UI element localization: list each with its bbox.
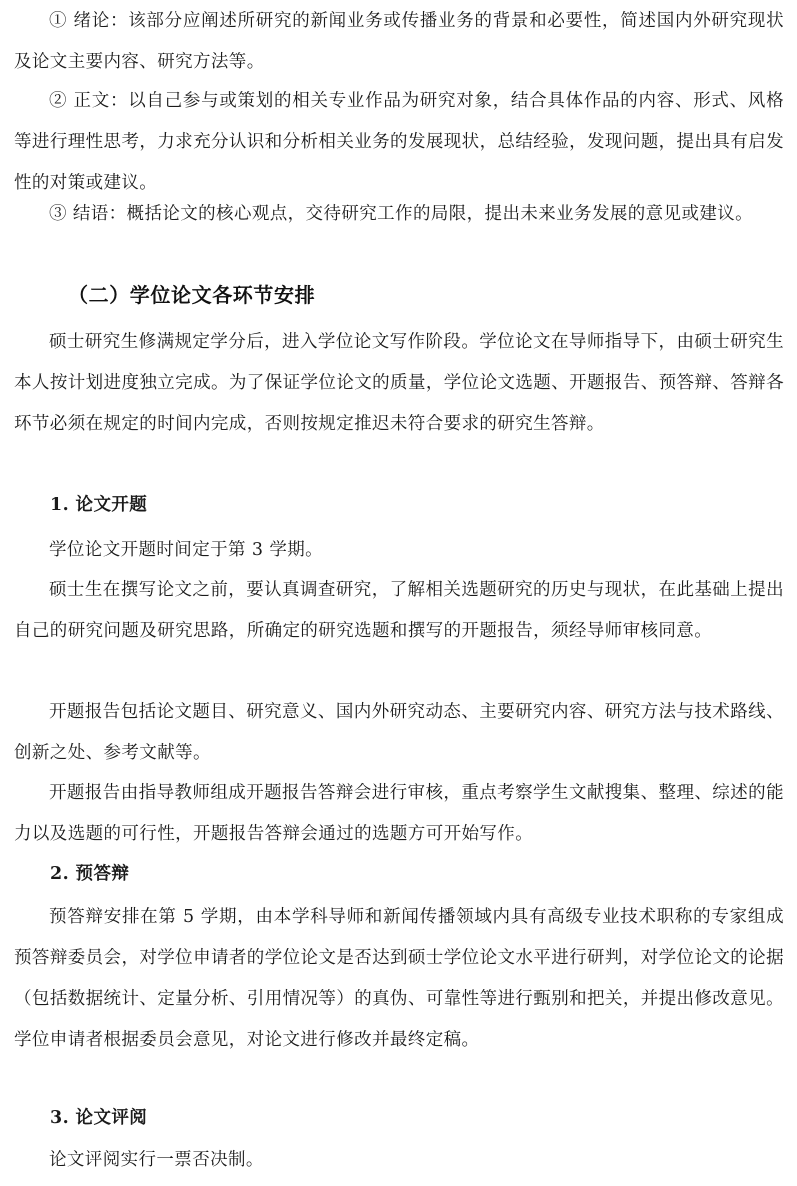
- section-heading: （二）学位论文各环节安排: [68, 283, 316, 307]
- opening-paragraph-1: 学位论文开题时间定于第 3 学期。: [49, 540, 324, 560]
- opening-paragraph-3: 开题报告包括论文题目、研究意义、国内外研究动态、主要研究内容、研究方法与技术路线、创新之处、参考文献等。: [14, 702, 784, 763]
- conclusion-item-3: ③ 结语：概括论文的核心观点，交待研究工作的局限，提出未来业务发展的意见或建议。: [49, 204, 754, 224]
- review-paragraph: 论文评阅实行一票否决制。: [49, 1150, 264, 1170]
- body-item-2: ② 正文：以自己参与或策划的相关专业作品为研究对象，结合具体作品的内容、形式、风格等进行理性思考，力求充分认识和分析相关业务的发展现状，总结经验，发现问题，提出具有启发性的对策或建议。: [14, 91, 784, 193]
- subsection-heading-opening: 1. 论文开题: [50, 495, 148, 515]
- pre-defense-paragraph: 预答辩安排在第 5 学期，由本学科导师和新闻传播领域内具有高级专业技术职称的专家组成预答辩委员会，对学位申请者的学位论文是否达到硕士学位论文水平进行研判，对学位论文的论据（包括数据统计、定量分析、引用情况等）的真伪、可靠性等进行甄别和把关，并提出修改意见。学位申请者根据委员会意见，对论文进行修改并最终定稿。: [14, 907, 784, 1050]
- subsection-heading-review: 3. 论文评阅: [50, 1108, 148, 1128]
- section-intro-paragraph: 硕士研究生修满规定学分后，进入学位论文写作阶段。学位论文在导师指导下，由硕士研究生本人按计划进度独立完成。为了保证学位论文的质量，学位论文选题、开题报告、预答辩、答辩各环节必须在规定的时间内完成，否则按规定推迟未符合要求的研究生答辩。: [14, 332, 784, 434]
- opening-paragraph-2: 硕士生在撰写论文之前，要认真调查研究，了解相关选题研究的历史与现状，在此基础上提出自己的研究问题及研究思路，所确定的研究选题和撰写的开题报告，须经导师审核同意。: [14, 580, 784, 641]
- intro-item-1: ① 绪论：该部分应阐述所研究的新闻业务或传播业务的背景和必要性，简述国内外研究现状及论文主要内容、研究方法等。: [14, 11, 784, 72]
- subsection-heading-pre-defense: 2. 预答辩: [50, 864, 130, 884]
- opening-paragraph-4: 开题报告由指导教师组成开题报告答辩会进行审核，重点考察学生文献搜集、整理、综述的能力以及选题的可行性，开题报告答辩会通过的选题方可开始写作。: [14, 783, 784, 844]
